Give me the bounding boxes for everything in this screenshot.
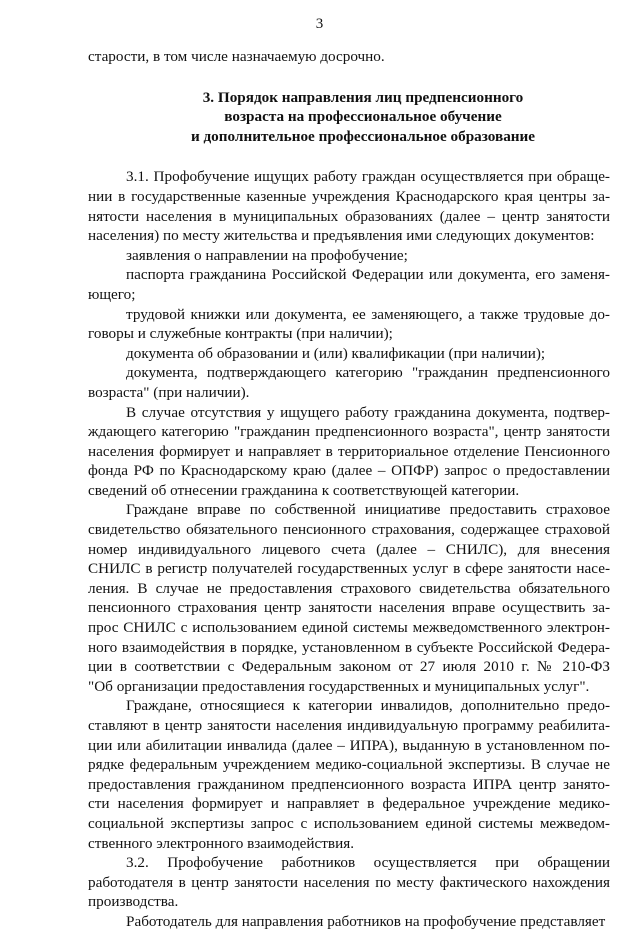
paragraph [88, 696, 610, 853]
page-number: 3 [315, 16, 324, 32]
paragraph-line: прос СНИЛС с использованием единой системы межведомственного электрон- [88, 619, 610, 637]
paragraph-line: ного взаимодействия в порядке, установленном в субъекте Российской Федера- [88, 638, 610, 656]
paragraph-line: документа об образовании и (или) квалификации (при наличии); [126, 344, 546, 362]
paragraph-line: 3.2. Профобучение работников осуществляется при обращении [126, 854, 610, 872]
paragraph-line: документа, подтверждающего категорию "гражданин предпенсионного [126, 364, 610, 382]
heading-line: и дополнительное профессиональное образование [190, 127, 536, 145]
paragraph-line: 3.1. Профобучение ищущих работу граждан осуществляется при обраще- [126, 168, 610, 186]
paragraph [88, 853, 610, 912]
heading-line: 3. Порядок направления лиц предпенсионного [202, 88, 524, 106]
paragraph [88, 363, 610, 402]
paragraph [88, 912, 610, 932]
paragraph-line: населения формирует и направляет в территориальное отделение Пенсионного [88, 442, 610, 460]
paragraph-line: нятости населения в муниципальных образованиях (далее – центр занятости [88, 207, 610, 225]
heading-line: возраста на профессиональное обучение [224, 108, 502, 126]
paragraph-line: заявления о направлении на профобучение; [126, 246, 408, 264]
paragraph-line: "Об организации предоставления государственных и муниципальных услуг". [88, 677, 590, 695]
paragraph-line: говоры и служебные контракты (при наличии); [88, 325, 393, 343]
paragraph [88, 246, 610, 266]
paragraph-line: рядке федеральным учреждением медико-социальной экспертизы. В случае не [88, 756, 610, 774]
intro-line: старости, в том числе назначаемую досрочно. [88, 48, 385, 65]
paragraph [88, 305, 610, 344]
paragraph-line: ции или абилитации инвалида (далее – ИПРА), выданную в установленном по- [88, 736, 610, 754]
paragraph-line: фонда РФ по Краснодарскому краю (далее – ОПФР) запрос о предоставлении [88, 462, 610, 480]
paragraph-line: работодателя в центр занятости населения по месту фактического нахождения [88, 873, 610, 891]
paragraph-line: населения) по месту жительства и предъявления ими следующих документов: [88, 227, 595, 245]
paragraph-line: Граждане, относящиеся к категории инвалидов, дополнительно предо- [126, 697, 610, 715]
paragraph-line: пенсионного страхования центр занятости населения вправе осуществить за- [88, 599, 610, 617]
paragraph-list [88, 167, 610, 931]
paragraph-line: сведений об отнесении гражданина к соответствующей категории. [88, 481, 520, 499]
paragraph [88, 403, 610, 501]
paragraph-line: ставляют в центр занятости населения индивидуальную программу реабилита- [88, 717, 610, 734]
paragraph-line: СНИЛС в регистр получателей государственных услуг в сфере занятости насе- [88, 560, 610, 578]
section-heading [88, 88, 610, 147]
paragraph-line: паспорта гражданина Российской Федерации или документа, его заменя- [126, 266, 610, 284]
paragraph-line: ющего; [88, 285, 136, 303]
paragraph-line: ции в соответствии с Федеральным законом от 27 июля 2010 г. № 210-ФЗ [88, 658, 610, 676]
paragraph-line: нии в государственные казенные учреждения Краснодарского края центры за- [88, 187, 610, 205]
paragraph-line: предоставления гражданином предпенсионного возраста ИПРА центр занято- [88, 775, 610, 793]
paragraph-line: сти населения формирует и направляет в федеральное учреждение медико- [88, 795, 610, 813]
document-body [88, 47, 610, 932]
paragraph-line: трудовой книжки или документа, ее заменяющего, а также трудовые до- [126, 305, 610, 323]
paragraph [88, 344, 610, 364]
paragraph-line: ждающего категорию "гражданин предпенсионного возраста", центр занятости [88, 423, 610, 441]
paragraph-line: ления. В случае не предоставления страхового свидетельства обязательного [88, 579, 610, 597]
paragraph-line: Граждане вправе по собственной инициативе предоставить страховое [126, 501, 610, 519]
paragraph-line: ственного электронного взаимодействия. [88, 834, 354, 852]
paragraph-line: В случае отсутствия у ищущего работу гражданина документа, подтвер- [126, 403, 610, 421]
paragraph-line: социальной экспертизы запрос с использованием единой системы межведом- [88, 814, 610, 832]
paragraph-line: Работодатель для направления работников на профобучение представляет [126, 912, 606, 930]
paragraph [88, 167, 610, 245]
paragraph-line: производства. [88, 893, 179, 911]
paragraph [88, 265, 610, 304]
paragraph-line: свидетельство обязательного пенсионного страхования, содержащее страховой [88, 521, 610, 539]
paragraph-line: номер индивидуального лицевого счета (далее – СНИЛС), для внесения [88, 540, 610, 558]
paragraph-line: возраста" (при наличии). [88, 383, 250, 401]
paragraph [88, 500, 610, 696]
